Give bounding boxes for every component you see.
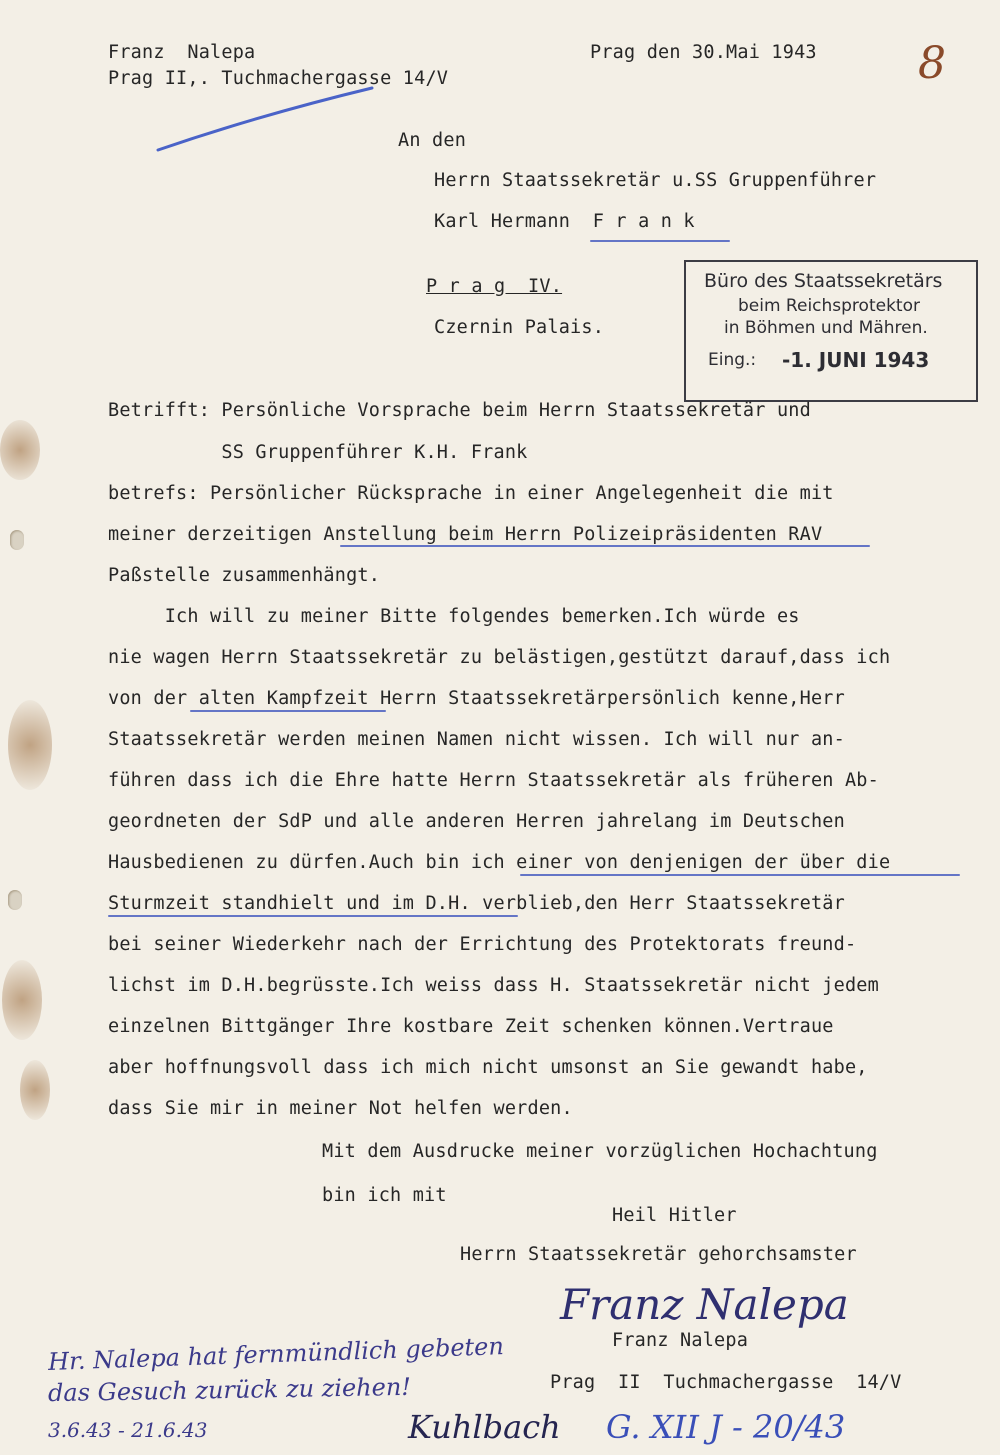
recipient-city: P r a g IV. [426, 276, 563, 297]
closing-line-1: Mit dem Ausdrucke meiner vorzüglichen Hochachtung [322, 1141, 878, 1162]
file-reference: G. XII J - 20/43 [606, 1408, 846, 1446]
body-line: führen dass ich die Ehre hatte Herrn Staatssekretär als früheren Ab- [108, 770, 879, 791]
subject-line: Betrifft: Persönliche Vorsprache beim Herrn Staatssekretär und [108, 400, 811, 421]
handwritten-initials: Kuhlbach [408, 1408, 561, 1446]
stamp-eing-date: -1. JUNI 1943 [782, 348, 930, 372]
closing-line-2: bin ich mit [322, 1185, 447, 1206]
subject-line: Paßstelle zusammenhängt. [108, 565, 381, 586]
corner-page-number: 8 [918, 38, 946, 89]
stamp-line-1: Büro des Staatssekretärs [704, 270, 943, 292]
receipt-stamp [684, 260, 978, 402]
body-line: geordneten der SdP und alle anderen Herren jahrelang im Deutschen [108, 811, 845, 832]
recipient-title: Herrn Staatssekretär u.SS Gruppenführer [434, 170, 877, 191]
body-line: nie wagen Herrn Staatssekretär zu belästigen,gestützt darauf,dass ich [108, 647, 891, 668]
subject-line: SS Gruppenführer K.H. Frank [108, 442, 528, 463]
stamp-eing-label: Eing.: [708, 350, 757, 370]
typed-name: Franz Nalepa [612, 1330, 749, 1351]
subject-line: meiner derzeitigen Anstellung beim Herrn Polizeipräsidenten RAV [108, 524, 823, 545]
subject-line: betrefs: Persönlicher Rücksprache in einer Angelegenheit die mit [108, 483, 834, 504]
recipient-name: Karl Hermann F r a n k [434, 211, 695, 232]
body-line: bei seiner Wiederkehr nach der Errichtung des Protektorats freund- [108, 934, 857, 955]
body-line: dass Sie mir in meiner Not helfen werden. [108, 1098, 573, 1119]
body-line: Ich will zu meiner Bitte folgendes bemerken.Ich würde es [108, 606, 800, 627]
recipient-building: Czernin Palais. [434, 317, 605, 338]
handwritten-signature: Franz Nalepa [560, 1280, 849, 1329]
body-line: aber hoffnungsvoll dass ich mich nicht umsonst an Sie gewandt habe, [108, 1057, 868, 1078]
blue-underline [340, 545, 870, 547]
sender-name: Franz Nalepa [108, 42, 256, 63]
closing-address: Prag II Tuchmachergasse 14/V [550, 1372, 902, 1393]
obedient-line: Herrn Staatssekretär gehorchsamster [460, 1244, 857, 1265]
heil-line: Heil Hitler [612, 1205, 737, 1226]
body-line: einzelnen Bittgänger Ihre kostbare Zeit schenken können.Vertraue [108, 1016, 834, 1037]
handwritten-note-line-2: das Gesuch zurück zu ziehen! [47, 1372, 412, 1408]
blue-underline [190, 710, 386, 712]
body-line: Staatssekretär werden meinen Namen nicht wissen. Ich will nur an- [108, 729, 845, 750]
stamp-line-3: in Böhmen und Mähren. [724, 318, 928, 338]
blue-underline-frank [590, 240, 730, 242]
handwritten-note-line-1: Hr. Nalepa hat fernmündlich gebeten [47, 1332, 505, 1376]
date-line: Prag den 30.Mai 1943 [590, 42, 817, 63]
body-line: Hausbedienen zu dürfen.Auch bin ich einer von denjenigen der über die [108, 852, 891, 873]
stamp-line-2: beim Reichsprotektor [738, 296, 920, 316]
body-line: Sturmzeit standhielt und im D.H. verblieb,den Herr Staatssekretär [108, 893, 845, 914]
body-line: von der alten Kampfzeit Herrn Staatssekretärpersönlich kenne,Herr [108, 688, 845, 709]
blue-underline [108, 915, 518, 917]
handwritten-note-date: 3.6.43 - 21.6.43 [48, 1418, 208, 1442]
blue-underline [520, 874, 960, 876]
body-line: lichst im D.H.begrüsste.Ich weiss dass H. Staatssekretär nicht jedem [108, 975, 879, 996]
sender-address: Prag II,. Tuchmachergasse 14/V [108, 68, 449, 89]
recipient-to: An den [398, 130, 467, 151]
blue-crossout-stroke [150, 80, 380, 160]
